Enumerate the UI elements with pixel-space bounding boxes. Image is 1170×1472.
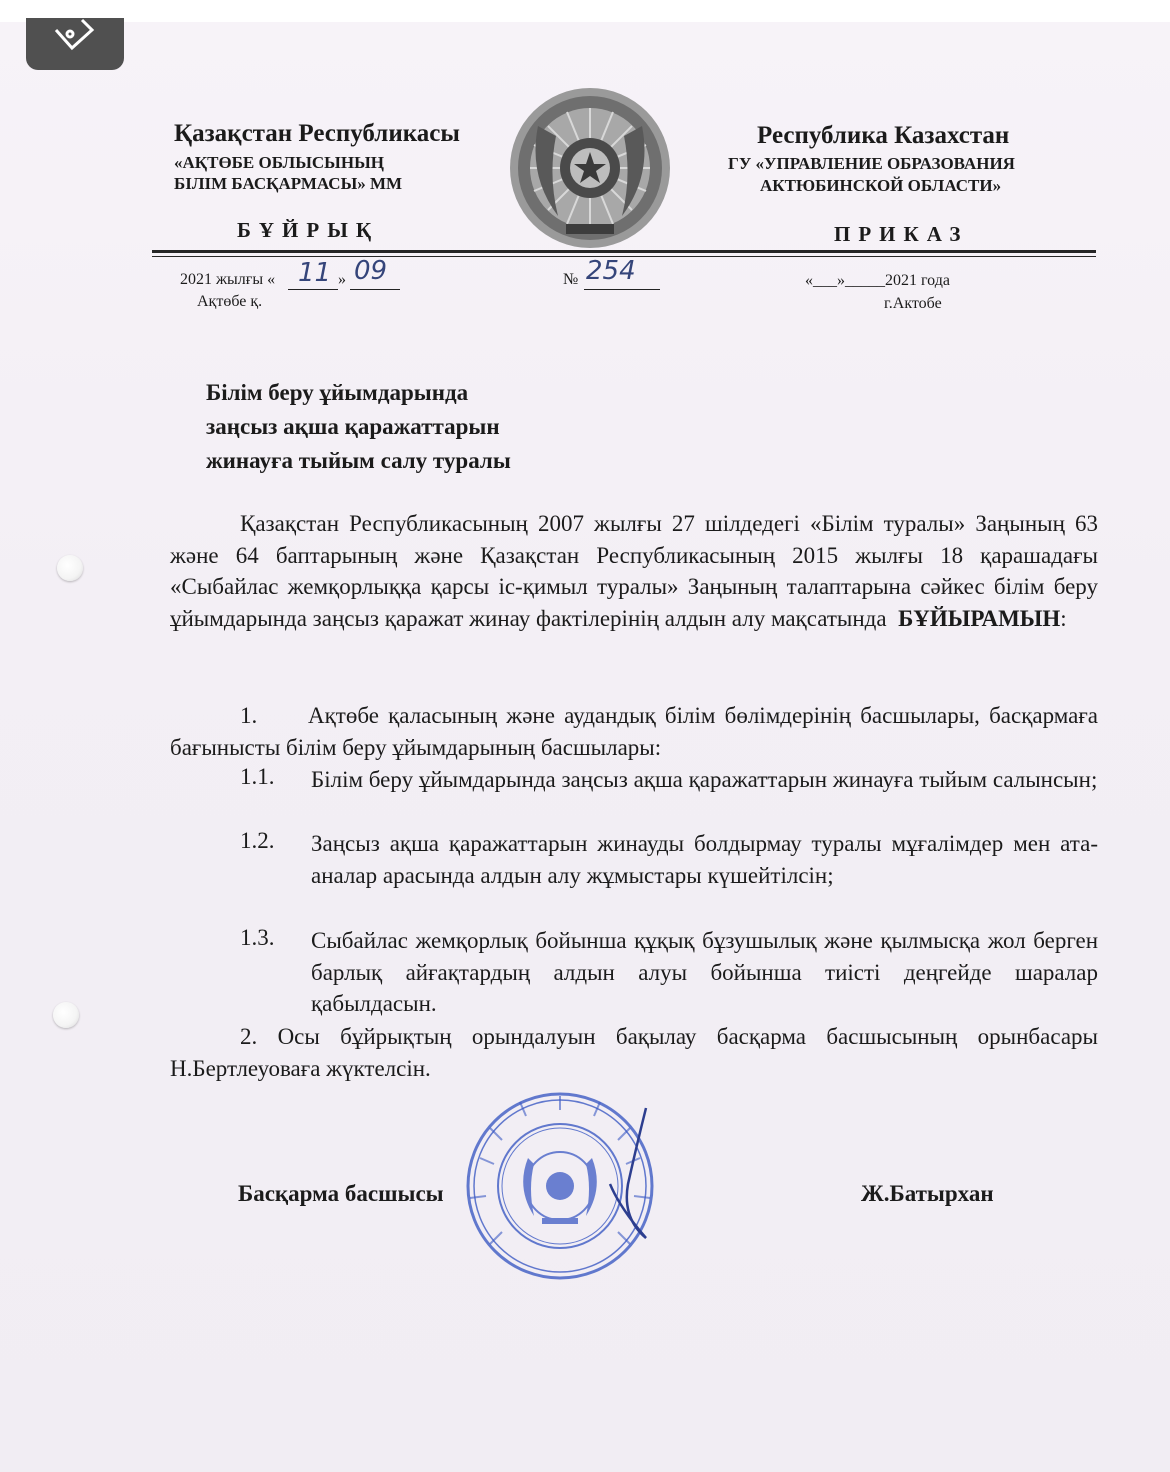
city-kz: Ақтөбе қ. [197,293,263,310]
header-left-country: Қазақстан Республикасы [174,120,460,147]
header-right-org-line1: ГУ «УПРАВЛЕНИЕ ОБРАЗОВАНИЯ [728,154,1015,173]
item1-num: 1. [240,703,258,728]
doc-title-line1: Білім беру ұйымдарында [206,380,469,405]
state-emblem-icon [508,86,672,250]
header-rule [152,250,1096,253]
official-stamp-icon [450,1088,672,1284]
order-title-kz: БҰЙРЫҚ [237,218,380,242]
item1-paragraph [170,700,1098,763]
number-underline [584,289,660,290]
punch-hole-top [57,555,83,581]
item12-text: Заңсыз ақша қаражаттарын жинауды болдырмау туралы мұғалімдер мен ата-аналар арасында алдын алу жұмыстары күшейтілсін; [311,831,1098,888]
edit-button[interactable] [26,18,124,70]
doc-title-line3: жинауға тыйым салу туралы [206,448,511,473]
edit-tag-icon [48,18,102,58]
item13-text: Сыбайлас жемқорлық бойынша құқық бұзушылық және қылмысқа жол берген барлық айғақтардың алдын алуы бойынша тиісті деңгейде шаралар қабылдасын. [311,928,1098,1016]
date-month-underline [350,289,400,290]
preamble-text: Қазақстан Республикасының 2007 жылғы 27 шілдедегі «Білім туралы» Заңының 63 және 64 баптарының және Қазақстан Республикасының 2015 жылғы 18 қарашадағы «Сыбайлас жемқорлыққа қарсы іс-қимыл туралы» Заңының талаптарына сәйкес білім беру ұйымдарында заңсыз қаражат жинау фактілерінің алдын алу мақсатында [170,511,1098,631]
item1-text: Ақтөбе қаласының және аудандық білім бөлімдерінің басшылары, басқармаға бағынысты білім беру ұйымдарының басшылары: [170,703,1098,760]
preamble-colon: : [1060,605,1067,631]
number-prefix: № [563,271,579,288]
date-ru: «___»_____2021 года [805,272,950,289]
item12-num: 1.2. [240,828,275,853]
doc-title-line2: заңсыз ақша қаражаттарын [206,414,500,439]
signatory-name: Ж.Батырхан [861,1181,994,1206]
top-bar [0,0,1170,23]
date-month-handwritten: 09 [354,256,388,286]
header-right-org-line2: АКТЮБИНСКОЙ ОБЛАСТИ» [760,176,1002,195]
city-ru: г.Актобе [884,295,942,312]
order-title-ru: ПРИКАЗ [834,222,969,246]
date-kz-label: 2021 жылғы « [180,271,276,288]
preamble-paragraph [170,508,1098,634]
header-left-org-line2: БІЛІМ БАСҚАРМАСЫ» ММ [174,174,403,193]
item11-text: Білім беру ұйымдарында заңсыз ақша қаражаттарын жинауға тыйым салынсын; [311,767,1098,792]
date-day-handwritten: 11 [298,258,332,288]
preamble-bold: БҰЙЫРАМЫН [898,605,1061,631]
item11-num: 1.1. [240,764,275,789]
item2-paragraph: 2. Осы бұйрықтың орындалуын бақылау басқарма басшысының орынбасары Н.Бертлеуоваға жүктелсін. [170,1024,1098,1081]
date-day-underline [288,289,338,290]
header-right-country: Республика Казахстан [757,122,1010,149]
item13-num: 1.3. [240,925,275,950]
number-handwritten: 254 [586,256,636,286]
signatory-position: Басқарма басшысы [238,1181,444,1206]
punch-hole-bottom [53,1002,79,1028]
header-left-org-line1: «АҚТӨБЕ ОБЛЫСЫНЫҢ [174,153,385,172]
date-kz-quote: » [338,271,346,288]
